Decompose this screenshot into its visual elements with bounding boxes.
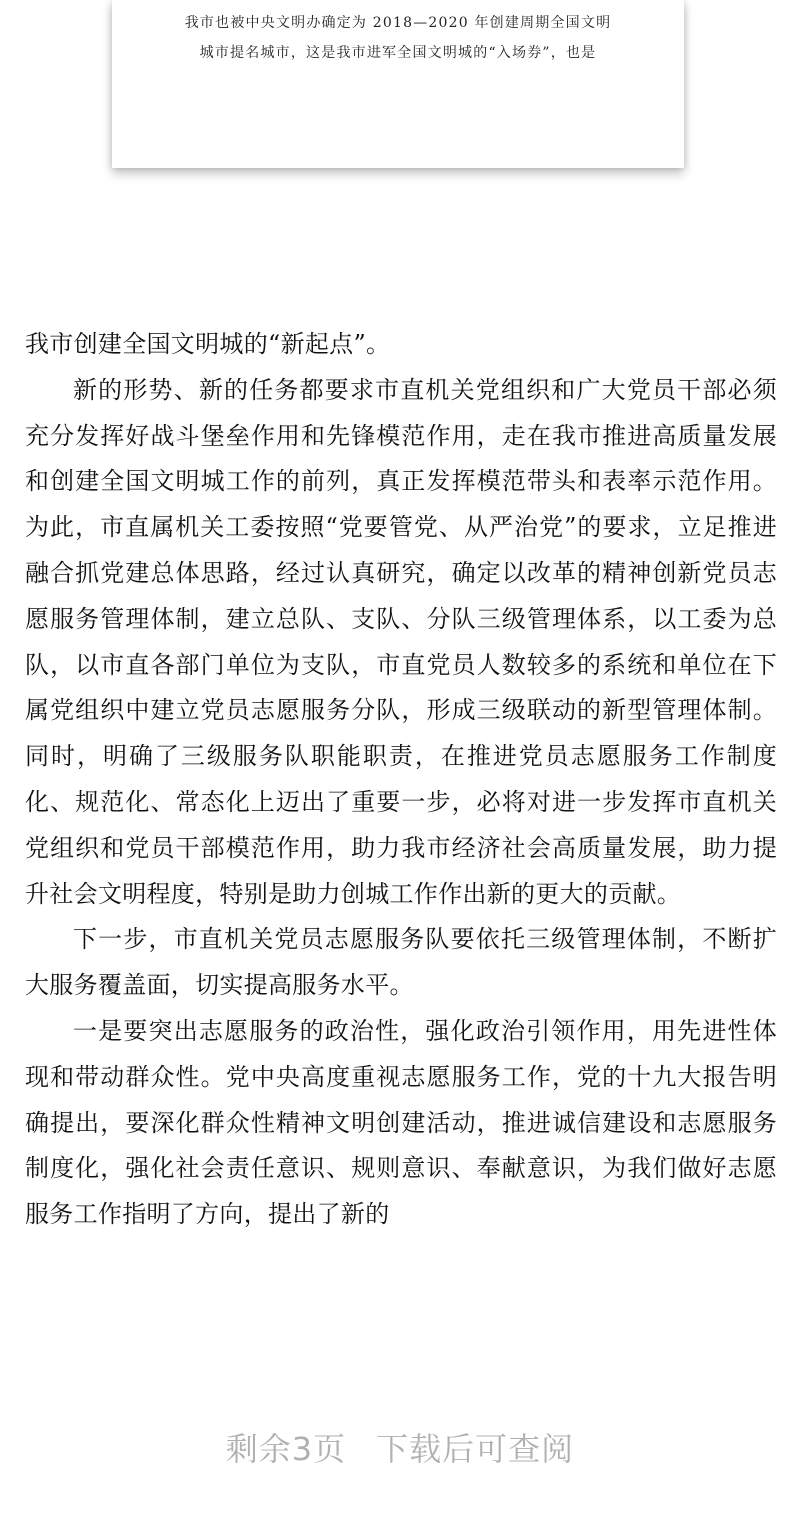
remaining-pages-label: 剩余3页 (225, 1430, 347, 1468)
card-text-line: 城市提名城市，这是我市进军全国文明城的“入场券”，也是 (199, 45, 597, 61)
card-text-line: 我市也被中央文明办确定为 2018—2020 年创建周期全国文明 (184, 15, 612, 31)
paragraph: 我市创建全国文明城的“新起点”。 (25, 330, 391, 358)
paragraph: 下一步，市直机关党员志愿服务队要依托三级管理体制，不断扩大服务覆盖面，切实提高服务水平。 (25, 925, 777, 1000)
paragraph: 一是要突出志愿服务的政治性，强化政治引领作用，用先进性体现和带动群众性。党中央高度重视志愿服务工作，党的十九大报告明确提出，要深化群众性精神文明创建活动，推进诚信建设和志愿服务制度化，强化社会责任意识、规则意识、奉献意识，为我们做好志愿服务工作指明了方向，提出了新的 (25, 1016, 777, 1229)
document-body (25, 322, 777, 1238)
download-to-view-label: 下载后可查阅 (376, 1430, 575, 1468)
preview-card (112, 0, 684, 168)
paragraph: 新的形势、新的任务都要求市直机关党组织和广大党员干部必须充分发挥好战斗堡垒作用和先锋模范作用，走在我市推进高质量发展和创建全国文明城工作的前列，真正发挥模范带头和表率示范作用。为此，市直属机关工委按照“党要管党、从严治党”的要求，立足推进融合抓党建总体思路，经过认真研究，确定以改革的精神创新党员志愿服务管理体制，建立总队、支队、分队三级管理体系，以工委为总队，以市直各部门单位为支队，市直党员人数较多的系统和单位在下属党组织中建立党员志愿服务分队，形成三级联动的新型管理体制。同时，明确了三级服务队职能职责，在推进党员志愿服务工作制度化、规范化、常态化上迈出了重要一步，必将对进一步发挥市直机关党组织和党员干部模范作用，助力我市经济社会高质量发展，助力提升社会文明程度，特别是助力创城工作作出新的更大的贡献。 (25, 375, 777, 908)
download-prompt[interactable] (0, 1424, 800, 1470)
